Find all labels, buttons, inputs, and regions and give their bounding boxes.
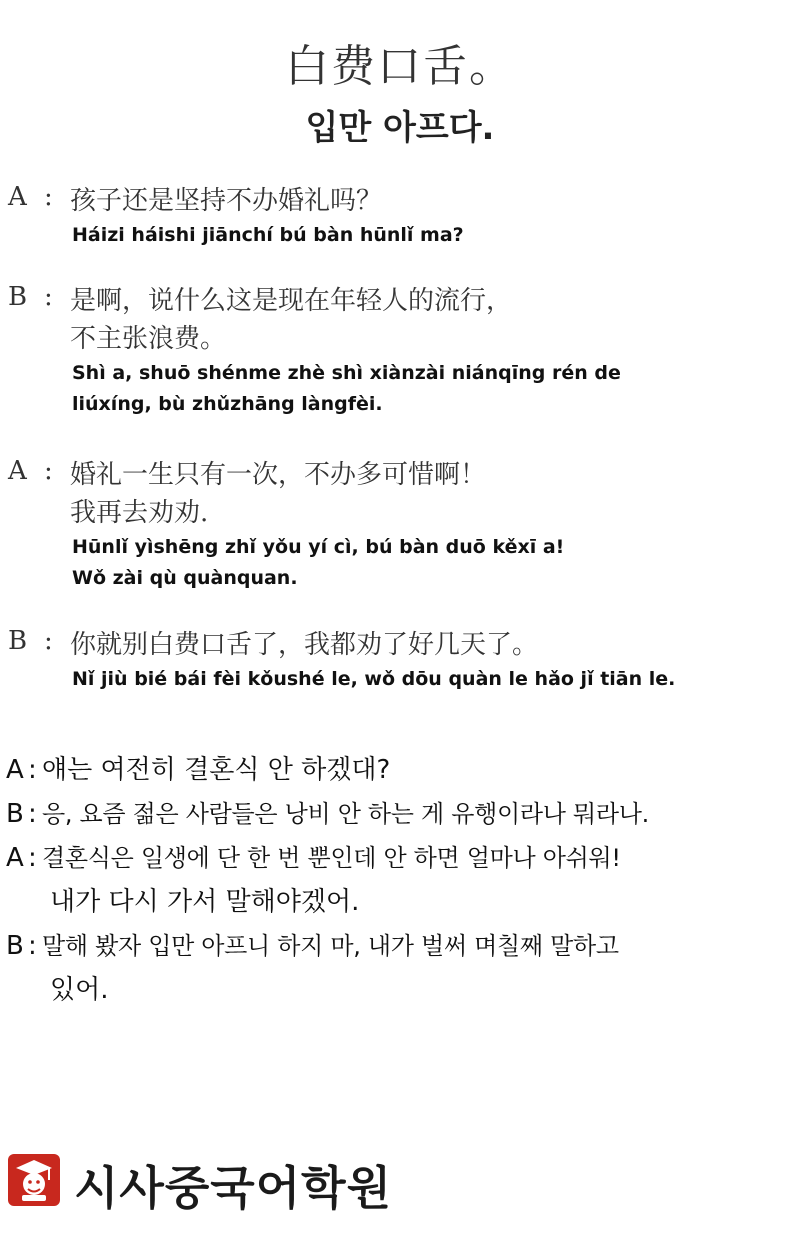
translation-text: 내가 다시 가서 말해야겠어. — [50, 887, 360, 917]
speaker-label: A — [6, 843, 24, 873]
title-chinese: 白费口舌。 — [285, 41, 515, 92]
pinyin-line: Hūnlǐ yìshēng zhǐ yǒu yí cì, bú bàn duō kěxī a! — [72, 536, 565, 558]
korean-translation — [6, 748, 796, 1012]
translation-line — [6, 792, 796, 836]
translation-line — [6, 924, 796, 968]
pinyin-line: liúxíng, bù zhǔzhāng làngfèi. — [72, 393, 383, 415]
speaker-colon: : — [28, 799, 37, 829]
pinyin-line: Shì a, shuō shénme zhè shì xiànzài niánqīng rén de — [72, 362, 621, 384]
speaker-colon: : — [44, 182, 53, 212]
chinese-line: 你就别白费口舌了，我都劝了好几天了。 — [70, 630, 539, 660]
translation-line — [6, 748, 796, 792]
speaker-label: B — [8, 626, 28, 656]
translation-text: 응, 요즘 젊은 사람들은 낭비 안 하는 게 유행이라나 뭐라나. — [42, 800, 649, 828]
chinese-line: 孩子还是坚持不办婚礼吗？ — [70, 186, 383, 216]
translation-text: 있어. — [50, 975, 109, 1005]
translation-text: 말해 봤자 입만 아프니 하지 마, 내가 벌써 며칠째 말하고 — [42, 932, 619, 960]
speaker-colon: : — [44, 456, 53, 486]
speaker-label: B — [8, 282, 28, 312]
pinyin-line: Wǒ zài qù quànquan. — [72, 567, 298, 589]
chinese-line: 婚礼一生只有一次，不办多可惜啊！ — [70, 460, 487, 490]
dialogue-block — [8, 282, 788, 420]
chinese-line: 不主张浪费。 — [70, 324, 227, 354]
speaker-label: B — [6, 931, 24, 961]
speaker-label: A — [8, 456, 27, 486]
translation-text: 얘는 여전히 결혼식 안 하겠대? — [42, 755, 391, 785]
speaker-label: A — [8, 182, 27, 212]
speaker-colon: : — [44, 282, 53, 312]
translation-line — [6, 968, 796, 1012]
speaker-colon: : — [28, 755, 37, 785]
pinyin-line: Nǐ jiù bié bái fèi kǒushé le, wǒ dōu quàn le hǎo jǐ tiān le. — [72, 668, 676, 690]
translation-line — [6, 880, 796, 924]
logo-name: 시사중국어학원 — [74, 1161, 393, 1215]
speaker-colon: : — [28, 843, 37, 873]
chinese-line: 是啊，说什么这是现在年轻人的流行， — [70, 286, 513, 316]
speaker-colon: : — [28, 931, 37, 961]
title-korean: 입만 아프다. — [305, 108, 495, 148]
mascot-badge-icon — [8, 1154, 60, 1206]
speaker-colon: : — [44, 626, 53, 656]
translation-line — [6, 836, 796, 880]
speaker-label: B — [6, 799, 24, 829]
translation-text: 결혼식은 일생에 단 한 번 뿐인데 안 하면 얼마나 아쉬워! — [42, 844, 621, 872]
dialogue-block — [8, 626, 788, 695]
dialogue-block — [8, 456, 788, 594]
chinese-line: 我再去劝劝. — [70, 498, 209, 528]
pinyin-line: Háizi háishi jiānchí bú bàn hūnlǐ ma? — [72, 224, 464, 246]
academy-logo — [8, 1148, 428, 1214]
speaker-label: A — [6, 755, 24, 785]
dialogue-block — [8, 182, 788, 251]
